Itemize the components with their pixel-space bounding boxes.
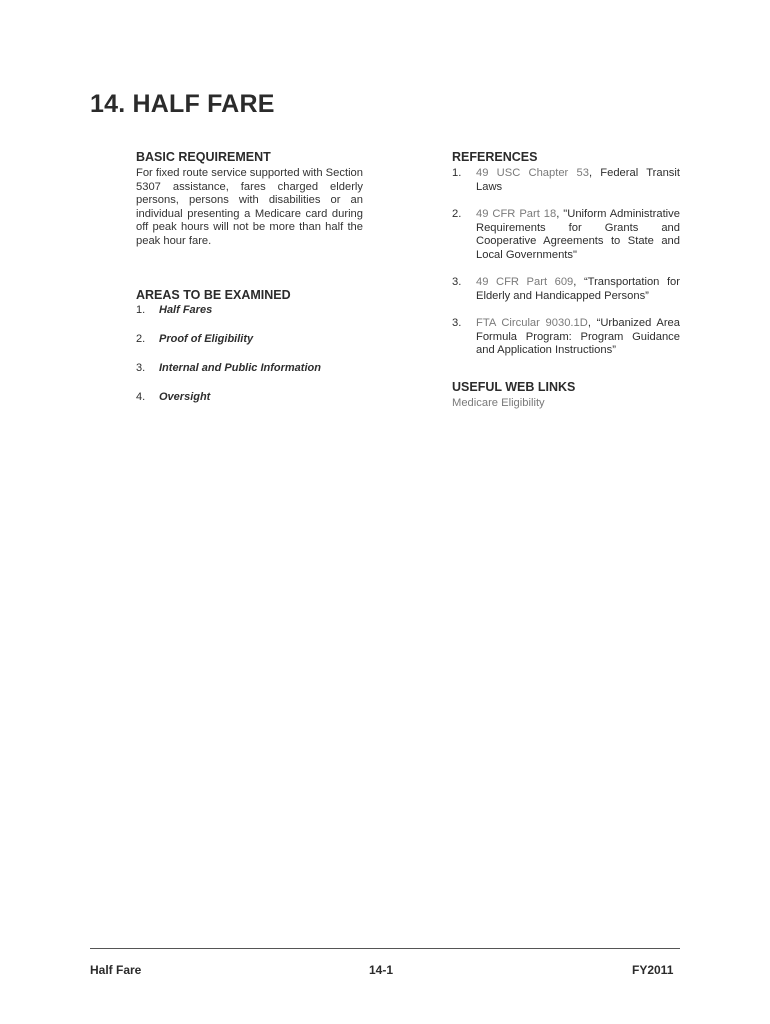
reference-link[interactable]: 49 CFR Part 18 [476,208,557,220]
reference-link[interactable]: 49 USC Chapter 53 [476,167,589,179]
reference-description: , "Uniform Administrative Requirements for Grants and Cooperative Agreements to State and Local Governments" [476,208,680,261]
footer-fiscal-year: FY2011 [632,963,674,977]
left-column [136,150,363,419]
areas-list [136,303,363,404]
item-number: 4. [136,391,146,403]
footer-section-name: Half Fare [90,963,142,977]
reference-link[interactable]: FTA Circular 9030.1D [476,317,588,329]
basic-requirement-heading: BASIC REQUIREMENT [136,150,271,164]
reference-description: , “Urbanized Area Formula Program: Program Guidance and Application Instructions” [476,317,681,356]
footer-divider [90,948,680,949]
reference-item [452,167,680,194]
medicare-eligibility-link[interactable]: Medicare Eligibility [452,396,545,409]
list-item [136,390,363,404]
areas-heading: AREAS TO BE EXAMINED [136,288,291,302]
list-item [136,303,363,317]
footer-page-number: 14-1 [369,963,394,977]
basic-requirement-text: For fixed route service supported with Section 5307 assistance, fares charged elderly persons, persons with disabilities or an individual presenting a Medicare card during off peak hours will not be more than half the peak hour fare. [136,167,363,247]
reference-description: , Federal Transit Laws [476,167,680,193]
references-heading: REFERENCES [452,150,538,164]
right-column [452,150,680,410]
item-number: 3. [136,362,146,374]
reference-item [452,317,680,358]
area-label: Proof of Eligibility [159,333,254,345]
area-label: Half Fares [159,304,213,316]
reference-description: , “Transportation for Elderly and Handicapped Persons” [476,276,680,302]
reference-link[interactable]: 49 CFR Part 609 [476,276,574,288]
reference-item [452,208,680,262]
reference-number: 1. [452,167,462,179]
area-label: Oversight [159,391,211,403]
list-item [136,361,363,375]
item-number: 1. [136,304,146,316]
reference-number: 3. [452,317,462,329]
item-number: 2. [136,333,146,345]
reference-number: 2. [452,208,462,220]
reference-text [476,276,680,303]
reference-number: 3. [452,276,462,288]
reference-text [476,208,680,262]
reference-text [476,317,680,358]
reference-text [476,167,680,194]
area-label: Internal and Public Information [159,362,321,374]
references-list [452,167,680,358]
reference-item [452,276,680,303]
web-links-heading: USEFUL WEB LINKS [452,379,576,394]
page-title: 14. HALF FARE [90,90,275,118]
list-item [136,332,363,346]
